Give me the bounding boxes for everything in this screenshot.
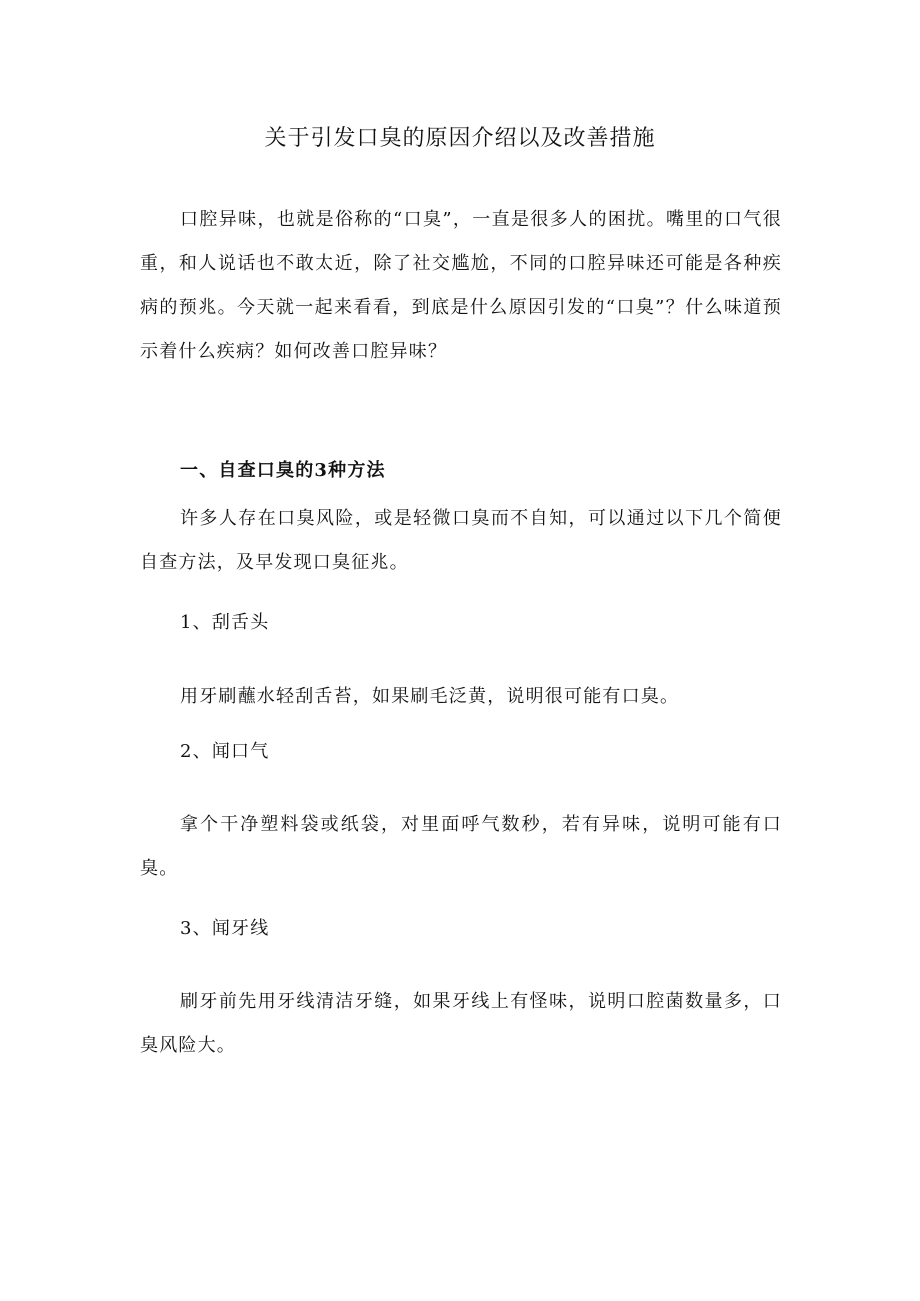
intro-paragraph: 口腔异味，也就是俗称的“口臭”，一直是很多人的困扰。嘴里的口气很重，和人说话也不敢太近，除了社交尴尬，不同的口腔异味还可能是各种疾病的预兆。今天就一起来看看，到底是什么原因引发的“口臭”？什么味道预示着什么疾病？如何改善口腔异味？ [140, 209, 782, 362]
method-1-description: 用牙刷蘸水轻刮舌苔，如果刷毛泛黄，说明很可能有口臭。 [180, 686, 680, 707]
section-intro-paragraph: 许多人存在口臭风险，或是轻微口臭而不自知，可以通过以下几个简便自查方法，及早发现口臭征兆。 [140, 508, 782, 573]
method-1-label: 1、刮舌头 [180, 612, 270, 633]
method-2-description: 拿个干净塑料袋或纸袋，对里面呼气数秒，若有异味，说明可能有口臭。 [140, 814, 782, 879]
method-3-description: 刷牙前先用牙线清洁牙缝，如果牙线上有怪味，说明口腔菌数量多，口臭风险大。 [140, 991, 782, 1056]
method-3-label: 3、闻牙线 [180, 918, 270, 939]
section-heading: 一、自查口臭的3种方法 [180, 460, 386, 481]
document-title: 关于引发口臭的原因介绍以及改善措施 [264, 126, 656, 151]
method-2-label: 2、闻口气 [180, 741, 270, 762]
